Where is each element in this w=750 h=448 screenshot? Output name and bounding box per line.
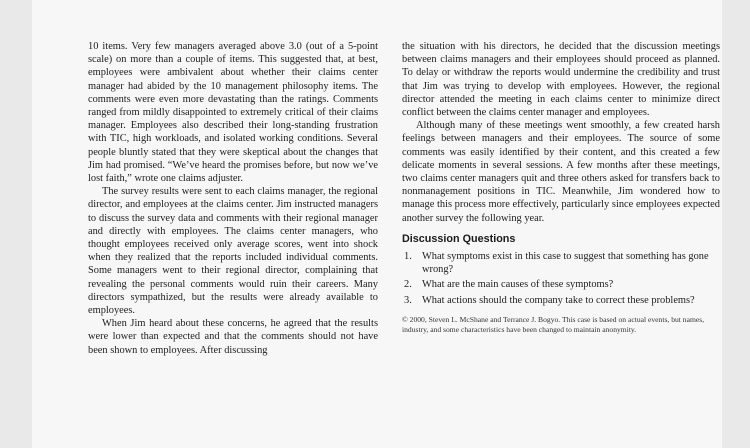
question-number: 1. (404, 251, 412, 263)
question-text: What are the main causes of these symptoms? (422, 279, 614, 291)
question-text: What symptoms exist in this case to suggest that something has gone wrong? (422, 251, 709, 276)
list-item (402, 294, 720, 307)
paragraph-situation: the situation with his directors, he decided that the discussion meetings between claims managers and their employees should proceed as planned. To delay or withdraw the reports would undermine the credibility and trust that Jim was trying to develop with employees. However, the regional director attended the meeting in each claims center to minimize direct conflict between the claims center manager and employees. (402, 41, 720, 119)
question-text: What actions should the company take to correct these problems? (422, 294, 695, 306)
question-number: 3. (404, 294, 412, 306)
discussion-questions-heading: Discussion Questions (402, 232, 516, 245)
list-item (402, 250, 720, 276)
copyright-note: © 2000, Steven L. McShane and Terrance J. Bogyo. This case is based on actual events, but names, industry, and some characteristics have been changed to maintain anonymity. (402, 314, 705, 334)
list-item (402, 278, 720, 291)
question-number: 2. (404, 279, 412, 291)
book-page (32, 0, 722, 448)
left-column (88, 40, 378, 357)
discussion-questions-list (402, 250, 720, 307)
paragraph-continued: 10 items. Very few managers averaged above 3.0 (out of a 5-point scale) on more than a couple of items. This suggested that, at best, employees were ambivalent about whether their claims center manager had abided by the 10 management philosophy items. The comments were even more devastating than the ratings. Comments ranged from mildly disappointed to extremely critical of their claims manager. Employees also described their long-standing frustration with TIC, high workloads, and isolated working conditions. Several people bluntly stated that they were skeptical about the changes that Jim had promised. “We’ve heard the promises before, but now we’ve lost faith,” wrote one claims adjuster. (88, 41, 378, 185)
paragraph-meetings: Although many of these meetings went smoothly, a few created harsh feelings between managers and their employees. The source of some comments was easily identified by their content, and this created a few delicate moments in several sessions. A few months after these meetings, two claims center managers quit and three others asked for transfers back to nonmanagement positions in TIC. Meanwhile, Jim wondered how to manage this process more effectively, particularly since employees expected another survey the following year. (402, 120, 720, 224)
right-column (402, 40, 720, 335)
paragraph-jim-heard: When Jim heard about these concerns, he agreed that the results were lower than expected and that the comments should not have been shown to employees. After discussing (88, 318, 378, 356)
paragraph-survey-results: The survey results were sent to each claims manager, the regional director, and employees at the claims center. Jim instructed managers to discuss the survey data and comments with their regional manager and directly with employees. The claims center managers, who thought employees received only average scores, went into shock when they realized that the reports included individual comments. Some managers went to their regional director, complaining that revealing the personal comments would ruin their careers. Many directors sympathized, but the results were already available to employees. (88, 186, 378, 317)
